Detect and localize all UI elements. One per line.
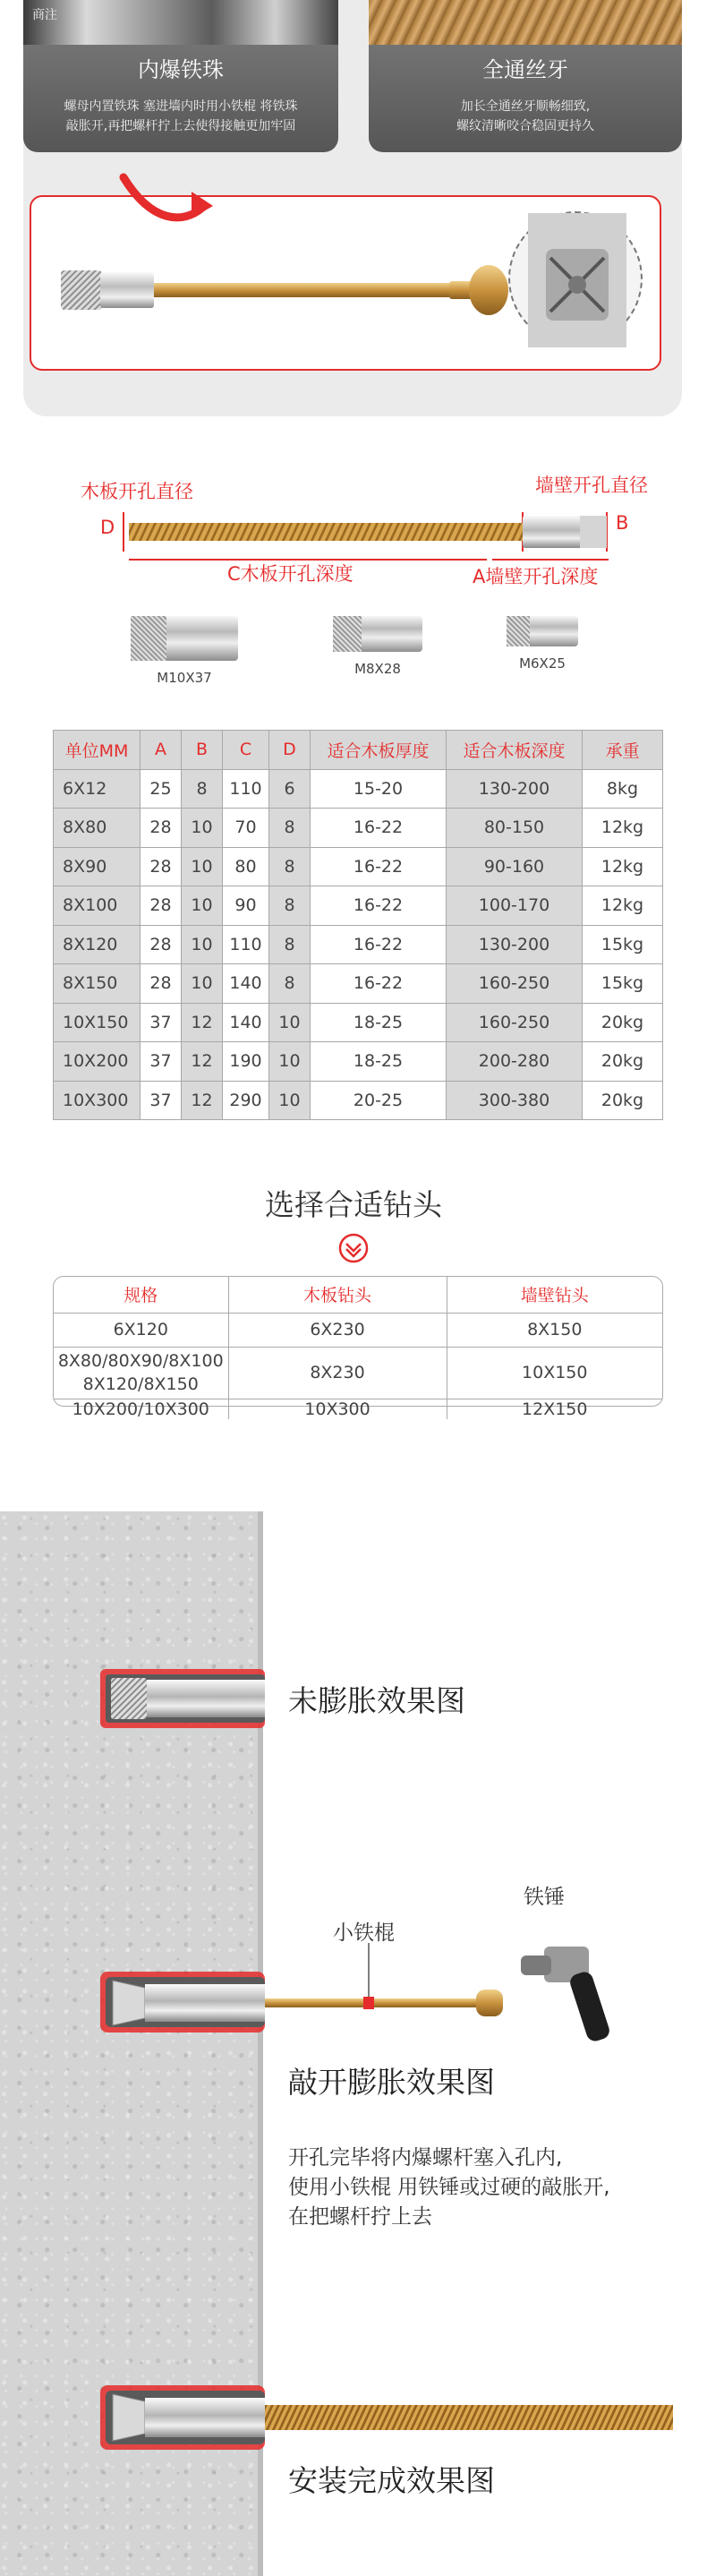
- table-cell: 10: [269, 1081, 311, 1120]
- col-header: 木板钻头: [228, 1277, 447, 1313]
- table-cell: [54, 1347, 228, 1399]
- table-cell: 10: [182, 964, 223, 1004]
- anchor-m8-shape: [333, 616, 422, 652]
- table-cell: 80-150: [447, 809, 583, 848]
- table-row: [54, 809, 663, 848]
- table-cell: 28: [141, 886, 182, 926]
- table-cell: 10: [182, 847, 223, 886]
- table-cell: 140: [223, 1003, 269, 1042]
- table-row: [54, 925, 663, 964]
- spec-table-header: [54, 731, 663, 770]
- table-cell: 140: [223, 964, 269, 1004]
- table-cell: 190: [223, 1042, 269, 1082]
- table-cell: 8: [269, 964, 311, 1004]
- anchor-sample-m8: [333, 616, 422, 677]
- table-cell: 8: [269, 809, 311, 848]
- table-cell: 100-170: [447, 886, 583, 926]
- table-cell: 20kg: [583, 1003, 663, 1042]
- table-cell: 160-250: [447, 1003, 583, 1042]
- col-header: 适合木板厚度: [311, 731, 447, 770]
- table-cell: 15-20: [311, 769, 447, 809]
- table-cell: 16-22: [311, 886, 447, 926]
- table-cell: 10: [182, 925, 223, 964]
- table-cell: 16-22: [311, 964, 447, 1004]
- col-header: 墙壁钻头: [447, 1277, 662, 1313]
- feature-title: 全通丝牙: [482, 57, 568, 82]
- curved-arrow-icon: [116, 161, 215, 233]
- table-cell: 110: [223, 925, 269, 964]
- note-line: 在把螺杆拧上去: [288, 2205, 432, 2229]
- feature-desc-line: 敲胀开,再把螺杆拧上去使得接触更加牢固: [65, 119, 296, 133]
- step-unexpanded-label: 未膨胀效果图: [288, 1683, 465, 1718]
- iron-rod-label: 小铁棍: [333, 1921, 395, 1945]
- feature-desc-line: 加长全通丝牙顺畅细致,: [460, 99, 591, 114]
- table-cell: 90-160: [447, 847, 583, 886]
- anchor-m10-shape: [131, 616, 238, 661]
- table-row: [54, 847, 663, 886]
- table-cell: 25: [141, 769, 182, 809]
- feature-desc-line: 螺母内置铁珠 塞进墙内时用小铁棍 将铁珠: [64, 99, 298, 114]
- table-cell: 10: [269, 1042, 311, 1082]
- wood-hole-depth-label: C木板开孔深度: [227, 563, 354, 585]
- zoom-inset: [508, 211, 643, 346]
- table-cell: 37: [141, 1081, 182, 1120]
- anchor-size-label: M6X25: [519, 655, 566, 672]
- feature-desc-line: 螺纹清晰咬合稳固更持久: [456, 119, 594, 133]
- feature-desc: [23, 97, 338, 136]
- table-cell: 18-25: [311, 1042, 447, 1082]
- table-cell: 10: [182, 809, 223, 848]
- table-cell: 8: [269, 886, 311, 926]
- table-cell: 12: [182, 1081, 223, 1120]
- table-cell: 15kg: [583, 964, 663, 1004]
- note-line: 开孔完毕将内爆螺杆塞入孔内,: [288, 2146, 563, 2169]
- table-row: [54, 1347, 662, 1399]
- dimension-b-label: B: [616, 512, 629, 534]
- dimension-d-label: D: [100, 517, 115, 538]
- table-row: [54, 769, 663, 809]
- table-cell: 8X120: [54, 925, 141, 964]
- table-cell: 130-200: [447, 769, 583, 809]
- table-cell: 8X150: [54, 964, 141, 1004]
- anchor-sample-m6: [507, 616, 578, 672]
- feature-desc: [369, 97, 682, 136]
- table-cell: 70: [223, 809, 269, 848]
- wall-hole-diameter-label: 墙壁开孔直径: [535, 475, 648, 496]
- feature-full-thread: [369, 0, 682, 152]
- note-line: 使用小铁棍 用铁锤或过硬的敲胀开,: [288, 2176, 610, 2199]
- table-cell: 16-22: [311, 847, 447, 886]
- drill-section-title: 选择合适钻头: [265, 1187, 442, 1222]
- col-header: C: [223, 731, 269, 770]
- chevron-down-icon: [338, 1233, 369, 1263]
- table-cell: 20-25: [311, 1081, 447, 1120]
- feature-photo: [23, 0, 338, 45]
- spec-line: 8X120/8X150: [82, 1374, 199, 1394]
- col-header: D: [269, 731, 311, 770]
- table-cell: 28: [141, 847, 182, 886]
- table-cell: 16-22: [311, 809, 447, 848]
- table-cell: 90: [223, 886, 269, 926]
- table-cell: 10X200/10X300: [54, 1399, 228, 1419]
- table-cell: 20kg: [583, 1042, 663, 1082]
- table-cell: 130-200: [447, 925, 583, 964]
- table-cell: 18-25: [311, 1003, 447, 1042]
- table-cell: 80: [223, 847, 269, 886]
- anchor-unexpanded: [100, 1667, 265, 1730]
- table-cell: 6X230: [228, 1313, 447, 1347]
- feature-photo: [369, 0, 682, 45]
- drill-table-frame: [53, 1276, 663, 1419]
- table-row: [54, 1081, 663, 1120]
- table-cell: 290: [223, 1081, 269, 1120]
- table-cell: 8X230: [228, 1347, 447, 1399]
- table-cell: 10X300: [54, 1081, 141, 1120]
- spec-line: 8X80/80X90/8X100: [57, 1351, 224, 1371]
- col-header: 适合木板深度: [447, 731, 583, 770]
- table-cell: 12kg: [583, 847, 663, 886]
- table-cell: 6X120: [54, 1313, 228, 1347]
- table-cell: 12kg: [583, 809, 663, 848]
- table-cell: 10X150: [54, 1003, 141, 1042]
- table-cell: 20kg: [583, 1081, 663, 1120]
- table-row: [54, 886, 663, 926]
- table-cell: 200-280: [447, 1042, 583, 1082]
- table-cell: 12X150: [447, 1399, 662, 1419]
- hammer-icon: [521, 1947, 611, 2043]
- table-cell: 8: [182, 769, 223, 809]
- anchor-sample-m10: [131, 616, 238, 686]
- drill-bit-table: [54, 1277, 662, 1419]
- anchor-installed: [100, 2382, 673, 2453]
- table-row: [54, 1399, 662, 1419]
- anchor-m6-shape: [507, 616, 578, 646]
- step-installed-label: 安装完成效果图: [288, 2463, 495, 2498]
- table-cell: 8X100: [54, 886, 141, 926]
- table-cell: 28: [141, 925, 182, 964]
- table-cell: 6X12: [54, 769, 141, 809]
- table-cell: 12: [182, 1003, 223, 1042]
- table-cell: 12kg: [583, 886, 663, 926]
- table-row: [54, 1042, 663, 1082]
- table-cell: 8: [269, 925, 311, 964]
- hammer-label: 铁锤: [524, 1886, 565, 1909]
- drill-table-header: [54, 1277, 662, 1313]
- table-cell: 10X300: [228, 1399, 447, 1419]
- table-cell: 160-250: [447, 964, 583, 1004]
- col-header: 规格: [54, 1277, 228, 1313]
- table-cell: 10X200: [54, 1042, 141, 1082]
- anchor-size-label: M8X28: [354, 661, 401, 677]
- table-row: [54, 964, 663, 1004]
- table-cell: 37: [141, 1042, 182, 1082]
- table-cell: 8: [269, 847, 311, 886]
- anchor-expanding-with-rod: [100, 1925, 601, 2041]
- table-cell: 8X90: [54, 847, 141, 886]
- table-cell: 15kg: [583, 925, 663, 964]
- wall-hole-depth-label: A墙壁开孔深度: [473, 566, 599, 587]
- table-cell: 8X80: [54, 809, 141, 848]
- table-cell: 28: [141, 809, 182, 848]
- anchor-end-view: [510, 213, 644, 347]
- table-cell: 12: [182, 1042, 223, 1082]
- dimension-diagram: [89, 492, 629, 573]
- table-cell: 8X150: [447, 1313, 662, 1347]
- anchor-size-label: M10X37: [157, 670, 212, 686]
- brand-watermark: 商注: [32, 8, 57, 22]
- table-row: [54, 1003, 663, 1042]
- table-cell: 28: [141, 964, 182, 1004]
- step-expanding-label: 敲开膨胀效果图: [288, 2065, 495, 2100]
- col-header: 承重: [583, 731, 663, 770]
- table-cell: 8kg: [583, 769, 663, 809]
- table-cell: 16-22: [311, 925, 447, 964]
- table-row: [54, 1313, 662, 1347]
- table-cell: 110: [223, 769, 269, 809]
- table-cell: 10: [269, 1003, 311, 1042]
- table-cell: 37: [141, 1003, 182, 1042]
- feature-inner-ball: [23, 0, 338, 152]
- table-cell: 6: [269, 769, 311, 809]
- table-cell: 10X150: [447, 1347, 662, 1399]
- bolt-illustration: [61, 260, 526, 322]
- wood-hole-diameter-label: 木板开孔直径: [81, 481, 193, 502]
- table-cell: 10: [182, 886, 223, 926]
- col-header: A: [141, 731, 182, 770]
- table-cell: 300-380: [447, 1081, 583, 1120]
- install-note: [288, 2144, 610, 2232]
- spec-table: [53, 730, 663, 1120]
- col-header: B: [182, 731, 223, 770]
- col-header: 单位MM: [54, 731, 141, 770]
- feature-title: 内爆铁珠: [138, 57, 224, 82]
